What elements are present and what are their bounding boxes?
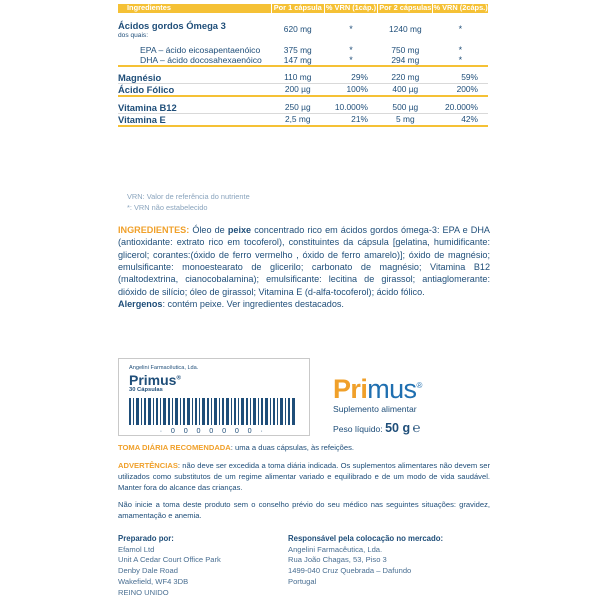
label-brand-text: Primus — [129, 371, 177, 388]
manufacturer-address — [118, 533, 298, 599]
nutrient-name: DHA – ácido docosahexaenóico — [140, 54, 262, 65]
primus-logo — [333, 376, 493, 414]
value-vrn-2: * — [458, 44, 463, 55]
daily-dose-label: TOMA DIÁRIA RECOMENDADA — [118, 443, 231, 452]
nutrition-table-header — [118, 4, 488, 13]
ingredients-text-body: concentrado rico em ácidos gordos ómega-3: EPA e DHA (antioxidante: extrato rico em tocoferol), constituintes da cápsula [gelatina, humidificante: glicerol; corantes:(óxido de ferro vermelho , óxido de ferro amarelo)]; óxido de magnésio; emulsificante: monoestearato de glicerilo; carbonato de magnésio; Vitamina B12 (maltodextrina, cianocobalamina); emulsificante: lecitina de girassol; antiaglomerante: dióxido de silício; óleo de girassol; Vitamina E (d-alfa-tocoferol); ácido fólico. — [118, 225, 490, 297]
ingredients-allergen-highlight: peixe — [227, 225, 252, 235]
value-vrn-1: 100% — [324, 83, 378, 96]
address-line: Portugal — [288, 577, 317, 587]
label-capsule-count: 30 Cápsulas — [129, 387, 163, 394]
value-per-1: 110 mg — [271, 66, 324, 84]
warnings-label: ADVERTÊNCIAS — [118, 461, 178, 470]
table-row — [118, 113, 488, 126]
product-barcode-label — [118, 358, 310, 436]
value-vrn-1: * — [349, 44, 353, 55]
value-per-1: 2,5 mg — [271, 113, 324, 126]
table-row — [118, 55, 488, 66]
table-row — [118, 66, 488, 84]
nutrient-subnote: dos quais: — [118, 31, 149, 39]
label-brand-name — [129, 373, 299, 388]
value-per-2: 1240 mg — [389, 24, 422, 35]
value-vrn-2: 200% — [433, 83, 488, 96]
address-line: Denby Dale Road — [118, 566, 178, 576]
address-line: Efamol Ltd — [118, 544, 155, 554]
column-header-vrn-2: % VRN (2cáps.) — [433, 3, 488, 12]
net-weight-label: Peso líquido: — [333, 424, 383, 434]
distributor-address — [288, 533, 498, 588]
logo-part-mus: mus — [367, 374, 417, 404]
barcode-digits: · 0 0 0 0 0 0 0 · — [159, 426, 267, 436]
distributor-title: Responsável pela colocação no mercado: — [288, 534, 444, 543]
value-vrn-2: * — [458, 54, 463, 65]
nutrient-name: Vitamina E — [118, 113, 271, 126]
value-per-2: 5 mg — [378, 113, 433, 126]
value-vrn-1: 10.000% — [324, 96, 378, 114]
warnings-section — [118, 460, 490, 493]
manufacturer-title: Preparado por: — [118, 534, 174, 543]
value-per-2: 750 mg — [391, 44, 420, 55]
value-per-1: 620 mg — [283, 24, 312, 35]
ingredients-label: INGREDIENTES: — [118, 225, 190, 235]
daily-dose-section — [118, 443, 490, 454]
primus-logo-text — [333, 376, 493, 403]
column-header-per-1-capsule: Por 1 cápsula — [271, 4, 324, 13]
nutrient-label: Ácidos gordos Ómega 3 — [118, 19, 226, 31]
table-row — [118, 13, 488, 39]
table-header-row — [118, 4, 488, 13]
value-vrn-1: 21% — [324, 113, 378, 126]
value-per-2: 294 mg — [391, 54, 420, 65]
value-vrn-1: * — [349, 54, 353, 65]
footnote-vrn-not-established: *: VRN não estabelecido — [127, 202, 208, 212]
table-row — [118, 83, 488, 96]
column-header-per-2-capsules: Por 2 cápsulas — [379, 3, 432, 12]
footnote-vrn-definition: VRN: Valor de referência do nutriente — [127, 192, 250, 201]
estimated-sign-icon: ℮ — [412, 420, 421, 435]
net-weight-value: 50 g — [385, 421, 411, 435]
allergens-text: : contém peixe. Ver ingredientes destacados. — [162, 299, 344, 310]
daily-dose-text: : uma a duas cápsulas, às refeições. — [230, 443, 355, 452]
value-per-2: 400 µg — [378, 83, 433, 96]
value-vrn-2: * — [458, 24, 463, 35]
value-per-2: 500 µg — [378, 96, 433, 114]
value-vrn-2: 59% — [433, 66, 488, 84]
value-per-1: 250 µg — [271, 96, 324, 114]
allergens-label: Alergenos — [118, 299, 163, 310]
address-line: REINO UNIDO — [118, 587, 169, 597]
nutrient-name — [118, 13, 271, 39]
ingredients-section — [118, 224, 490, 311]
address-line: Wakefield, WF4 3DB — [118, 577, 189, 587]
value-vrn-2: 20.000% — [433, 96, 488, 114]
label-company-name: Angelini Farmacêutica, Lda. — [129, 365, 199, 371]
logo-tagline: Suplemento alimentar — [333, 404, 417, 414]
ingredients-text-lead: Óleo de — [189, 225, 228, 235]
nutrient-name: Magnésio — [118, 66, 271, 84]
address-line: 1499-040 Cruz Quebrada – Dafundo — [288, 566, 412, 576]
address-line: Rua João Chagas, 53, Piso 3 — [288, 555, 387, 565]
address-line: Angelini Farmacêutica, Lda. — [288, 544, 383, 554]
nutrition-table-body — [118, 13, 488, 126]
table-footnotes — [127, 192, 487, 213]
medical-advice-warning: Não inicie a toma deste produto sem o conselho prévio do seu médico nas seguintes situações: gravidez, amamentação e anemia. — [118, 500, 490, 520]
table-row — [118, 96, 488, 114]
address-line: Unit A Cedar Court Office Park — [118, 555, 221, 565]
net-weight — [333, 420, 420, 435]
value-per-1: 375 mg — [283, 44, 312, 55]
value-vrn-1: 29% — [324, 66, 378, 84]
value-per-2: 220 mg — [378, 66, 433, 84]
registered-mark-icon: ® — [176, 375, 181, 382]
warnings-text: : não deve ser excedida a toma diária indicada. Os suplementos alimentares não devem ser utilizados como substitutos de um regime alimentar variado e equilibrado e de um modo de vida saudável. Manter fora do alcance das crianças. — [118, 461, 490, 492]
barcode-icon — [129, 398, 297, 425]
nutrient-name: Vitamina B12 — [118, 96, 271, 114]
logo-part-pri: Pri — [333, 374, 368, 404]
nutrition-table — [118, 4, 488, 127]
value-per-1: 147 mg — [283, 54, 312, 65]
nutrient-name: Ácido Fólico — [118, 83, 271, 96]
value-vrn-1: * — [349, 24, 353, 35]
column-header-ingredients: Ingredientes — [118, 4, 271, 13]
value-vrn-2: 42% — [433, 113, 488, 126]
table-row — [118, 39, 488, 55]
nutrient-name: EPA – ácido eicosapentaenóico — [140, 44, 261, 55]
column-header-vrn-1: % VRN (1cáp.) — [325, 3, 377, 12]
value-per-1: 200 µg — [271, 83, 324, 96]
registered-mark-icon: ® — [416, 381, 422, 390]
